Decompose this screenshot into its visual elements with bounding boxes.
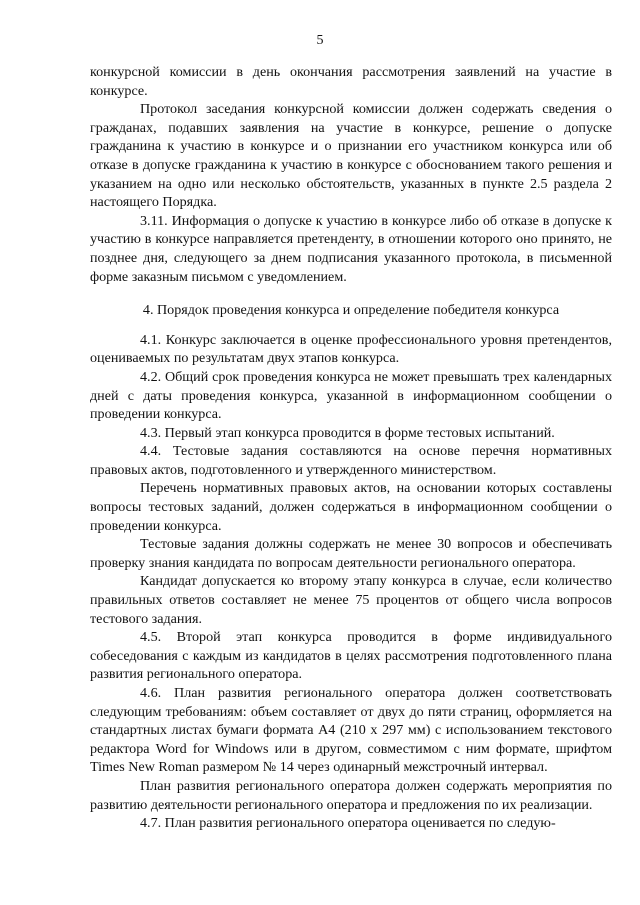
paragraph-4-7: 4.7. План развития регионального оператора оценивается по следую-	[140, 815, 556, 832]
page-number: 5	[316, 33, 324, 48]
paragraph-4-4: 4.4. Тестовые задания составляются на основе перечня нормативных правовых актов, подготовленного и утвержденного министерством.	[90, 443, 612, 478]
paragraph-test-requirements: Тестовые задания должны содержать не менее 30 вопросов и обеспечивать проверку знания кандидата по вопросам деятельности регионального оператора.	[90, 536, 612, 571]
paragraph-protocol-contents: Протокол заседания конкурсной комиссии должен содержать сведения о гражданах, подавших заявления на участие в конкурсе, решение о допуске гражданина к участию в конкурсе и о признании его участником конкурса или об отказе в допуске гражданина к участию в конкурсе с обоснованием такого решения и указанием на одно или несколько обстоятельств, указанных в пункте 2.5 раздела 2 настоящего Порядка.	[90, 101, 612, 211]
paragraph-plan-contents: План развития регионального оператора должен содержать мероприятия по развитию деятельности регионального оператора и предложения по их реализации.	[90, 777, 612, 813]
paragraph-4-3: 4.3. Первый этап конкурса проводится в форме тестовых испытаний.	[140, 424, 555, 441]
paragraph-4-6: 4.6. План развития регионального оператора должен соответствовать следующим требованиям: объем составляет от двух до пяти страниц, оформляется на стандартных листах бумаги формата А4 (210 х 297 мм) с использованием текстового редактора Word for Windows или в другом, совместимом с ним формате, шрифтом Times New Roman размером № 14 через одинарный межстрочный интервал.	[90, 685, 612, 776]
paragraph-continuation: конкурсной комиссии в день окончания рассмотрения заявлений на участие в конкурсе.	[90, 64, 612, 99]
paragraph-4-2: 4.2. Общий срок проведения конкурса не может превышать трех календарных дней с даты проведения конкурса, указанной в информационном сообщении о проведении конкурса.	[90, 368, 612, 423]
page-body	[90, 63, 612, 833]
paragraph-legal-acts-list: Перечень нормативных правовых актов, на основании которых составлены вопросы тестовых заданий, должен содержаться в информационном сообщении о проведении конкурса.	[90, 480, 612, 534]
paragraph-admission-stage-two: Кандидат допускается ко второму этапу конкурса в случае, если количество правильных ответов составляет не менее 75 процентов от общего числа вопросов тестового задания.	[90, 573, 612, 627]
paragraph-3-11: 3.11. Информация о допуске к участию в конкурсе либо об отказе в допуске к участию в конкурсе направляется претенденту, в отношении которого оно принято, не позднее дня, следующего за днем подписания указанного протокола, в письменной форме заказным письмом с уведомлением.	[90, 212, 612, 285]
paragraph-4-1: 4.1. Конкурс заключается в оценке профессионального уровня претендентов, оцениваемых по результатам двух этапов конкурса.	[90, 331, 612, 367]
paragraph-4-5: 4.5. Второй этап конкурса проводится в форме индивидуального собеседования с каждым из кандидатов в целях рассмотрения подготовленного плана развития регионального оператора.	[90, 629, 612, 683]
section-4-heading: 4. Порядок проведения конкурса и определение победителя конкурса	[142, 302, 560, 319]
